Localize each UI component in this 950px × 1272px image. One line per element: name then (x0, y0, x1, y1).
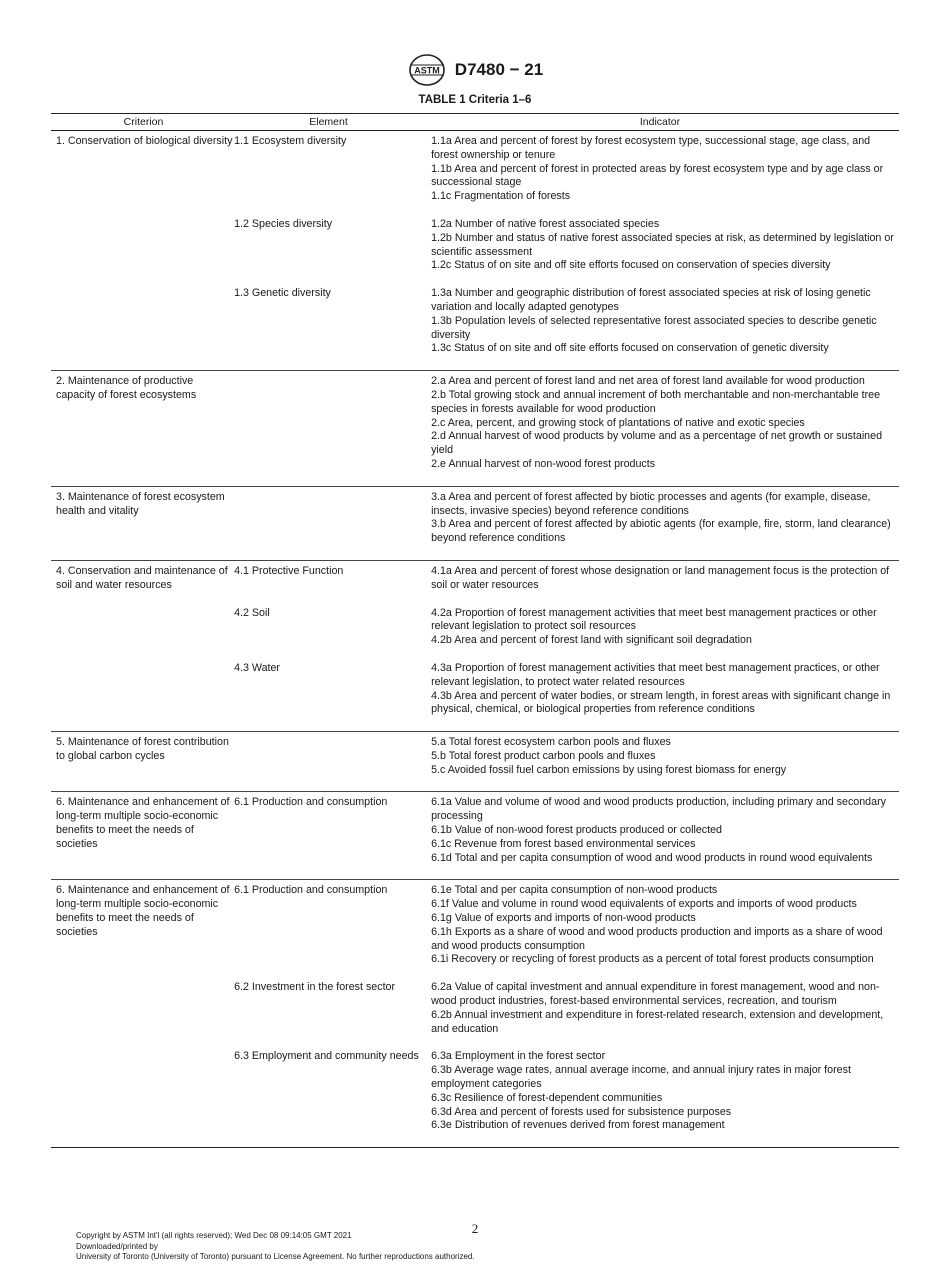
indicator-item: 6.2a Value of capital investment and annual expenditure in forest management, wood and non-wood product industries, forest-based environmental services, recreation, and tourism (431, 981, 880, 1008)
table-row (51, 491, 899, 560)
indicator-item: 1.1b Area and percent of forest in protected areas by forest ecosystem type and by age class or successional stage (431, 162, 884, 189)
indicator-item: 6.1h Exports as a share of wood and wood products production and imports as a share of wood and wood products consumption (431, 925, 883, 952)
indicator-cell (429, 1050, 899, 1133)
indicator-item: 4.1a Area and percent of forest whose designation or land management focus is the protection of soil or water resources (431, 564, 890, 591)
copyright-line: Copyright by ASTM Int'l (all rights reserved); Wed Dec 08 09:14:05 GMT 2021 (76, 1231, 352, 1240)
criterion-cell (51, 981, 234, 1036)
table-row (51, 981, 899, 1050)
table-body (51, 131, 899, 1148)
indicator-item: 6.1c Revenue from forest based environmental services (431, 837, 696, 850)
indicator-item: 1.3b Population levels of selected representative forest associated species to describe genetic diversity (431, 314, 877, 341)
indicator-item: 4.2b Area and percent of forest land with significant soil degradation (431, 634, 752, 647)
indicator-item: 6.1a Value and volume of wood and wood products production, including primary and secondary processing (431, 796, 886, 823)
indicator-cell (429, 375, 899, 472)
indicator-item: 6.3b Average wage rates, annual average income, and annual injury rates in major forest employment categories (431, 1064, 851, 1091)
indicator-item: 1.3c Status of on site and off site efforts focused on conservation of genetic diversity (431, 342, 829, 355)
indicator-item: 6.1d Total and per capita consumption of wood and wood products in round wood equivalents (431, 851, 873, 864)
indicator-item: 6.1g Value of exports and imports of non-wood products (431, 912, 696, 925)
table-row (51, 1050, 899, 1147)
element-cell (234, 491, 429, 546)
indicator-item: 4.3b Area and percent of water bodies, or stream length, in forest areas with significant change in physical, chemical, or biological properties from reference conditions (431, 689, 891, 716)
svg-text:ASTM: ASTM (414, 65, 440, 76)
criterion-cell (51, 1050, 234, 1133)
criterion-cell (51, 287, 234, 356)
indicator-item: 6.1e Total and per capita consumption of non-wood products (431, 884, 718, 897)
criterion-cell: 6. Maintenance and enhancement of long-term multiple socio-economic benefits to meet the needs of societies (56, 884, 230, 938)
indicator-item: 1.2b Number and status of native forest associated species at risk, as determined by legislation or scientific assessment (431, 231, 894, 258)
criterion-group (51, 560, 899, 731)
indicator-item: 1.1a Area and percent of forest by forest ecosystem type, successional stage, age class, and forest ownership or tenure (431, 135, 871, 161)
criterion-cell (51, 662, 234, 717)
indicator-item: 4.2a Proportion of forest management activities that meet best management practices or other relevant legislation to protect soil resources (431, 606, 877, 633)
criterion-cell: 1. Conservation of biological diversity (56, 135, 233, 147)
criterion-group (51, 731, 899, 791)
copyright-line: University of Toronto (University of Toronto) pursuant to License Agreement. No further reproductions authorized. (76, 1252, 475, 1261)
indicator-item: 1.2c Status of on site and off site efforts focused on conservation of species diversity (431, 259, 831, 272)
copyright-notice (76, 1231, 475, 1263)
indicator-item: 5.c Avoided fossil fuel carbon emissions by using forest biomass for energy (431, 763, 787, 776)
table-row (51, 607, 899, 662)
criterion-group (51, 879, 899, 1148)
astm-logo-icon (407, 53, 447, 87)
element-cell: 1.3 Genetic diversity (234, 287, 331, 300)
element-cell: 4.1 Protective Function (234, 564, 344, 577)
criterion-cell (51, 607, 234, 648)
indicator-item: 6.3c Resilience of forest-dependent communities (431, 1091, 663, 1104)
indicator-cell (429, 607, 899, 648)
page-number: 2 (471, 1221, 479, 1236)
criterion-group (51, 791, 899, 879)
criteria-table (51, 113, 899, 1148)
indicator-cell (429, 736, 899, 777)
indicator-item: 6.2b Annual investment and expenditure in forest-related research, extension and development, and education (431, 1008, 884, 1035)
document-header (0, 53, 950, 87)
indicator-cell (429, 796, 899, 865)
element-cell (234, 736, 429, 777)
element-cell: 1.2 Species diversity (234, 217, 333, 230)
indicator-cell (429, 662, 899, 717)
indicator-item: 1.3a Number and geographic distribution of forest associated species at risk of losing genetic variation and locally adapted genotypes (431, 287, 871, 313)
indicator-cell (429, 218, 899, 273)
element-cell: 6.3 Employment and community needs (234, 1050, 419, 1063)
table-row (51, 287, 899, 370)
table-row (51, 218, 899, 287)
column-header-criterion: Criterion (123, 116, 164, 128)
indicator-item: 4.3a Proportion of forest management activities that meet best management practices, or other relevant legislation, to protect water related resources (431, 661, 880, 688)
indicator-item: 6.3d Area and percent of forests used for subsistence purposes (431, 1105, 732, 1118)
indicator-cell (429, 565, 899, 593)
element-cell: 6.1 Production and consumption (234, 796, 388, 809)
indicator-cell (429, 884, 899, 967)
element-cell: 6.2 Investment in the forest sector (234, 981, 396, 994)
indicator-item: 6.1f Value and volume in round wood equivalents of exports and imports of wood products (431, 898, 857, 911)
criterion-cell: 2. Maintenance of productive capacity of forest ecosystems (56, 375, 197, 401)
indicator-item: 6.3e Distribution of revenues derived from forest management (431, 1119, 725, 1132)
indicator-item: 2.e Annual harvest of non-wood forest products (431, 457, 656, 470)
table-row (51, 662, 899, 731)
indicator-item: 5.b Total forest product carbon pools and fluxes (431, 749, 656, 762)
element-cell: 4.2 Soil (234, 606, 270, 619)
table-title: TABLE 1 Criteria 1–6 (418, 94, 532, 106)
criterion-cell: 3. Maintenance of forest ecosystem health and vitality (56, 490, 225, 517)
indicator-cell (429, 287, 899, 356)
column-header-element: Element (309, 116, 348, 128)
table-row (51, 135, 899, 218)
criterion-cell: 5. Maintenance of forest contribution to global carbon cycles (56, 736, 229, 762)
criterion-cell (51, 218, 234, 273)
indicator-item: 5.a Total forest ecosystem carbon pools and fluxes (431, 736, 671, 749)
indicator-item: 3.b Area and percent of forest affected by abiotic agents (for example, fire, storm, land clearance) beyond reference conditions (431, 518, 891, 545)
table-row (51, 375, 899, 486)
indicator-item: 1.1c Fragmentation of forests (431, 190, 571, 203)
indicator-item: 6.3a Employment in the forest sector (431, 1050, 606, 1063)
table-row (51, 796, 899, 879)
copyright-line: Downloaded/printed by (76, 1241, 158, 1251)
indicator-item: 2.b Total growing stock and annual increment of both merchantable and non-merchantable tree species in forests available for wood production (431, 388, 881, 415)
indicator-cell (429, 981, 899, 1036)
indicator-item: 3.a Area and percent of forest affected by biotic processes and agents (for example, disease, insects, invasive species) beyond reference conditions (431, 490, 871, 517)
criterion-group (51, 370, 899, 486)
element-cell (234, 375, 429, 472)
indicator-item: 1.2a Number of native forest associated species (431, 217, 660, 230)
indicator-item: 2.c Area, percent, and growing stock of plantations of native and exotic species (431, 416, 805, 429)
table-row (51, 565, 899, 607)
standard-designation: D7480 − 21 (454, 60, 544, 79)
table-header-row (51, 113, 899, 131)
table-row (51, 884, 899, 981)
criterion-group (51, 131, 899, 370)
table-row (51, 736, 899, 791)
indicator-item: 2.a Area and percent of forest land and net area of forest land available for wood production (431, 375, 865, 388)
indicator-item: 6.1i Recovery or recycling of forest products as a percent of total forest products consumption (431, 953, 874, 966)
element-cell: 6.1 Production and consumption (234, 884, 388, 897)
criterion-group (51, 486, 899, 560)
element-cell: 4.3 Water (234, 661, 280, 674)
criterion-cell: 6. Maintenance and enhancement of long-term multiple socio-economic benefits to meet the needs of societies (56, 796, 230, 850)
indicator-item: 6.1b Value of non-wood forest products produced or collected (431, 824, 722, 837)
indicator-cell (429, 491, 899, 546)
indicator-cell (429, 135, 899, 204)
criterion-cell: 4. Conservation and maintenance of soil and water resources (56, 564, 228, 591)
column-header-indicator: Indicator (639, 116, 681, 128)
element-cell: 1.1 Ecosystem diversity (234, 135, 347, 147)
indicator-item: 2.d Annual harvest of wood products by volume and as a percentage of net growth or sustained yield (431, 430, 883, 457)
